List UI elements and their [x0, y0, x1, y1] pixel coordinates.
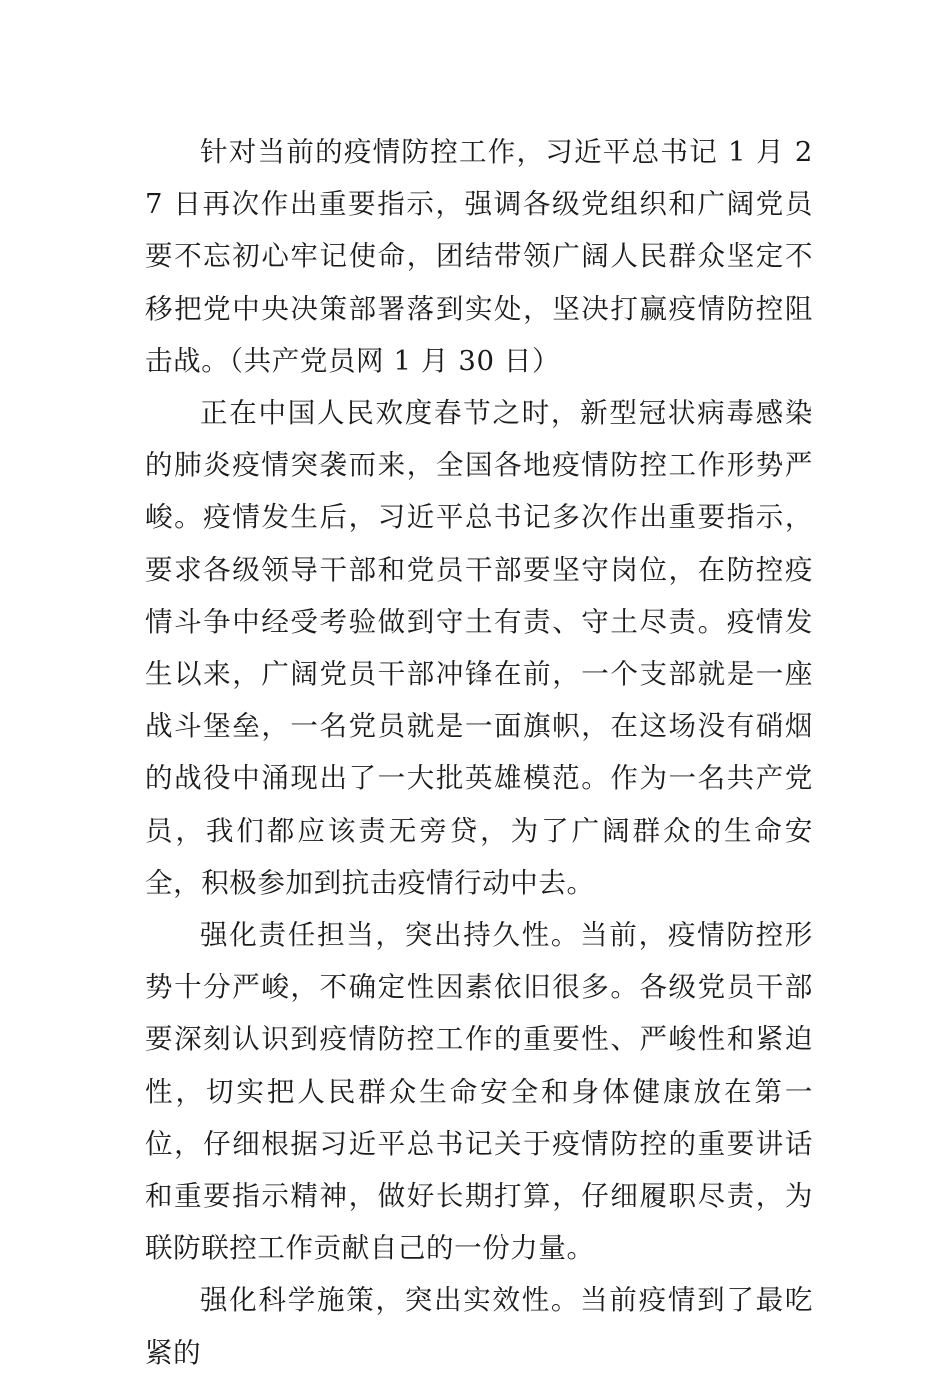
paragraph-4: 强化科学施策，突出实效性。当前疫情到了最吃紧的	[145, 1284, 813, 1369]
paragraph-3: 强化责任担当，突出持久性。当前，疫情防控形势十分严峻，不确定性因素依旧很多。各级党员干部要深刻认识到疫情防控工作的重要性、严峻性和紧迫性，切实把人民群众生命安全和身体健康放在第一位，仔细根据习近平总书记关于疫情防控的重要讲话和重要指示精神，做好长期打算，仔细履职尽责，为联防联控工作贡献自己的一份力量。	[145, 919, 813, 1265]
paragraph-1: 针对当前的疫情防控工作，习近平总书记 1 月 27 日再次作出重要指示，强调各级党组织和广阔党员要不忘初心牢记使命，团结带领广阔人民群众坚定不移把党中央决策部署落到实处，坚决打赢疫情防控阻击战。（共产党员网 1 月 30 日）	[145, 136, 813, 377]
paragraph-2: 正在中国人民欢度春节之时，新型冠状病毒感染的肺炎疫情突袭而来，全国各地疫情防控工作形势严峻。疫情发生后，习近平总书记多次作出重要指示，要求各级领导干部和党员干部要坚守岗位，在防控疫情斗争中经受考验做到守土有责、守土尽责。疫情发生以来，广阔党员干部冲锋在前，一个支部就是一座战斗堡垒，一名党员就是一面旗帜，在这场没有硝烟的战役中涌现出了一大批英雄模范。作为一名共产党员，我们都应该责无旁贷，为了广阔群众的生命安全，积极参加到抗击疫情行动中去。	[145, 397, 813, 899]
document-body	[145, 126, 813, 1379]
